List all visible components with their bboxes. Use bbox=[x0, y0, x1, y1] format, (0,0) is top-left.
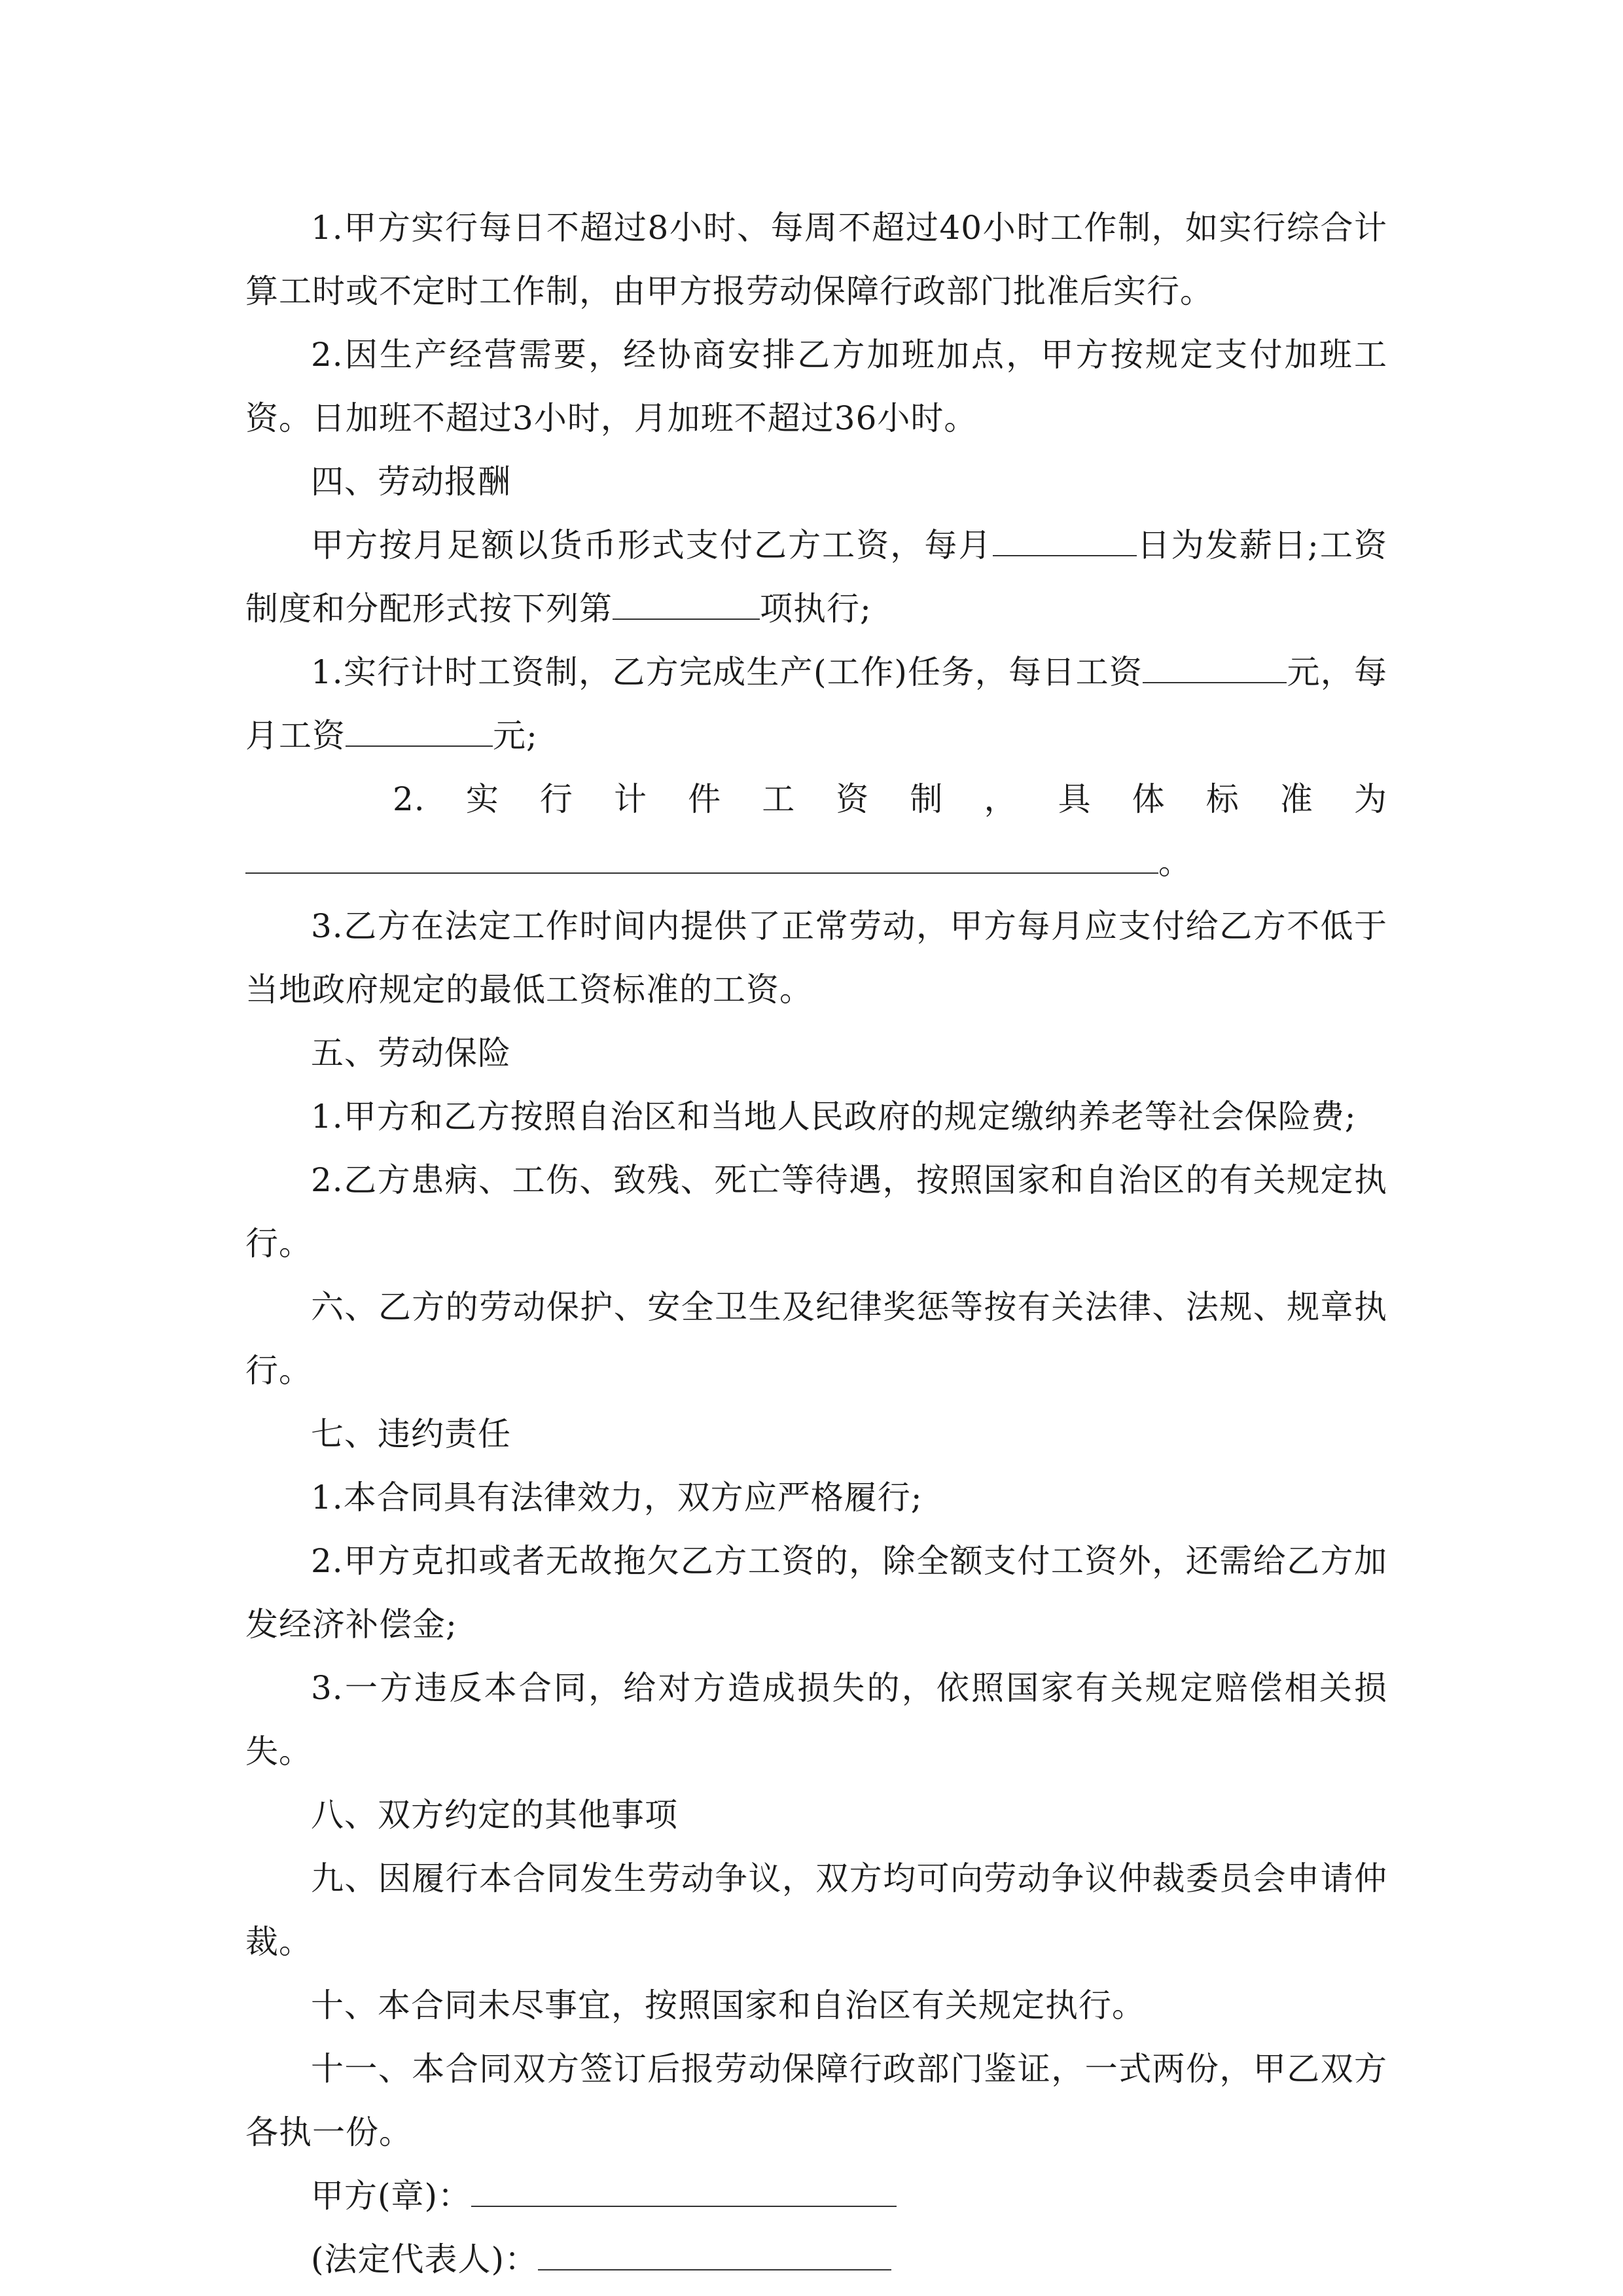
insurance-item-1: 1.甲方和乙方按照自治区和当地人民政府的规定缴纳养老等社会保险费; bbox=[311, 1098, 1357, 1136]
piece-rate-standard-blank[interactable] bbox=[245, 832, 1158, 874]
pay-intro-text-c: 项执行; bbox=[760, 590, 872, 628]
section-7-heading: 七、违约责任 bbox=[311, 1415, 511, 1453]
pay-item-2-char: 工 bbox=[762, 780, 796, 818]
pay-intro-text-a: 甲方按月足额以货币形式支付乙方工资，每月 bbox=[311, 526, 993, 564]
pay-intro bbox=[245, 514, 1387, 641]
pay-item-1-text-c: 元; bbox=[493, 717, 538, 755]
section-4-heading: 四、劳动报酬 bbox=[311, 463, 511, 501]
insurance-item-2: 2.乙方患病、工伤、致残、死亡等待遇，按照国家和自治区的有关规定执行。 bbox=[245, 1161, 1387, 1263]
section-5-heading: 五、劳动保险 bbox=[311, 1034, 511, 1072]
pay-item-2-char: ， bbox=[984, 780, 1018, 818]
pay-item-2-spread bbox=[245, 768, 1387, 831]
payday-blank[interactable] bbox=[993, 514, 1137, 556]
pay-item-2-char: 2. bbox=[393, 780, 425, 818]
section-6: 六、乙方的劳动保护、安全卫生及纪律奖惩等按有关法律、法规、规章执行。 bbox=[245, 1288, 1387, 1390]
section-11: 十一、本合同双方签订后报劳动保障行政部门鉴证，一式两份，甲乙双方各执一份。 bbox=[245, 2050, 1387, 2151]
liability-item-3: 3.一方违反本合同，给对方造成损失的，依照国家有关规定赔偿相关损失。 bbox=[245, 1669, 1387, 1770]
party-a-seal-blank[interactable] bbox=[471, 2165, 897, 2207]
pay-item-2-char: 件 bbox=[688, 780, 722, 818]
work-hours-item-1: 1.甲方实行每日不超过8小时、每周不超过40小时工作制，如实行综合计算工时或不定时工作制，由甲方报劳动保障行政部门批准后实行。 bbox=[245, 209, 1387, 310]
legal-rep-label: (法定代表人)： bbox=[311, 2240, 539, 2278]
contract-body bbox=[245, 196, 1387, 2291]
pay-item-1-text-b: 元，每月工资 bbox=[245, 653, 1388, 755]
pay-item-2-char: 制 bbox=[910, 780, 944, 818]
pay-item-1 bbox=[245, 641, 1387, 768]
pay-item-2-char: 计 bbox=[614, 780, 647, 818]
legal-rep-signature bbox=[245, 2228, 1387, 2291]
section-8: 八、双方约定的其他事项 bbox=[311, 1796, 678, 1834]
pay-item-2-char: 实 bbox=[465, 780, 499, 818]
monthly-wage-blank[interactable] bbox=[346, 705, 493, 747]
pay-item-2-char: 资 bbox=[836, 780, 870, 818]
piece-rate-end: 。 bbox=[1158, 844, 1192, 882]
pay-item-2-char: 为 bbox=[1353, 780, 1387, 818]
liability-item-1: 1.本合同具有法律效力，双方应严格履行; bbox=[311, 1479, 923, 1516]
pay-item-3: 3.乙方在法定工作时间内提供了正常劳动，甲方每月应支付给乙方不低于当地政府规定的最低工资标准的工资。 bbox=[245, 907, 1387, 1009]
section-9: 九、因履行本合同发生劳动争议，双方均可向劳动争议仲裁委员会申请仲裁。 bbox=[245, 1859, 1387, 1961]
daily-wage-blank[interactable] bbox=[1143, 641, 1287, 683]
piece-rate-line bbox=[245, 831, 1387, 895]
pay-item-2-char: 行 bbox=[539, 780, 573, 818]
party-a-signature bbox=[245, 2164, 1387, 2228]
section-10: 十、本合同未尽事宜，按照国家和自治区有关规定执行。 bbox=[311, 1986, 1145, 2024]
pay-item-blank[interactable] bbox=[613, 578, 760, 620]
pay-item-1-text-a: 1.实行计时工资制，乙方完成生产(工作)任务，每日工资 bbox=[311, 653, 1143, 691]
pay-intro-text-b: 日为发薪日;工资制度和分配形式按下列第 bbox=[245, 526, 1387, 628]
pay-item-2-char: 标 bbox=[1205, 780, 1240, 818]
pay-item-2-char: 具 bbox=[1058, 780, 1092, 818]
pay-item-2-char: 准 bbox=[1279, 780, 1313, 818]
work-hours-item-2: 2.因生产经营需要，经协商安排乙方加班加点，甲方按规定支付加班工资。日加班不超过3小时，月加班不超过36小时。 bbox=[245, 336, 1387, 437]
party-a-label: 甲方(章)： bbox=[311, 2177, 472, 2215]
liability-item-2: 2.甲方克扣或者无故拖欠乙方工资的，除全额支付工资外，还需给乙方加发经济补偿金; bbox=[245, 1542, 1387, 1643]
legal-rep-blank[interactable] bbox=[538, 2229, 891, 2270]
pay-item-2-char: 体 bbox=[1132, 780, 1166, 818]
